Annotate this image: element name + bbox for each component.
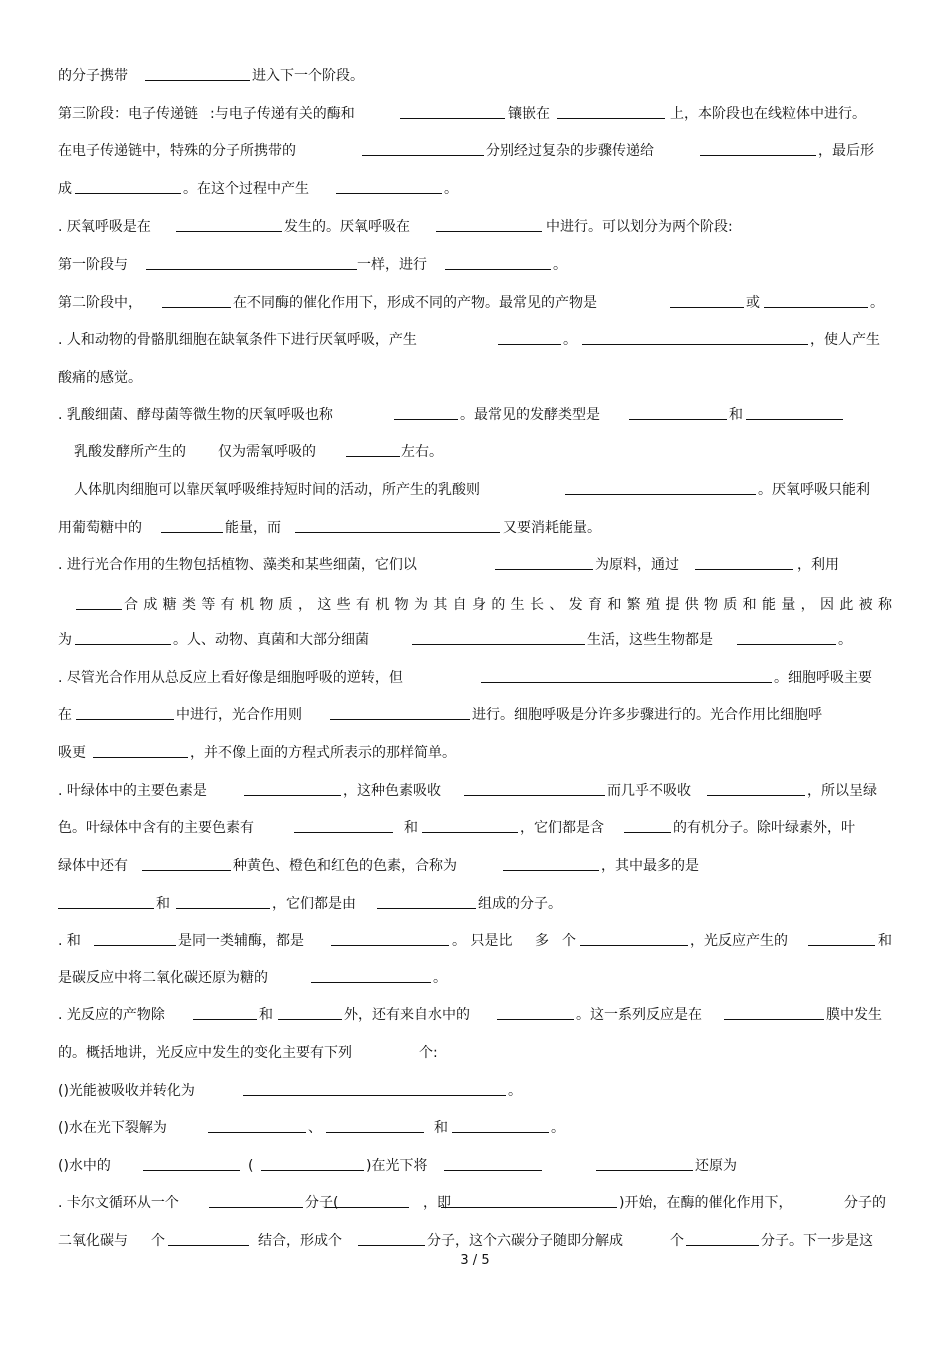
text-segment: :与电子传递有关的酶和 xyxy=(210,106,355,122)
text-segment: ，利用 xyxy=(797,557,839,573)
text-segment: 多 xyxy=(535,933,549,949)
fill-in-blank[interactable] xyxy=(444,1156,542,1171)
fill-in-blank[interactable] xyxy=(495,555,593,570)
text-segment: 。人、动物、真菌和大部分细菌 xyxy=(173,632,369,648)
text-segment: 种黄色、橙色和红色的色素，合称为 xyxy=(233,858,457,874)
text-line xyxy=(0,818,950,838)
fill-in-blank[interactable] xyxy=(737,630,836,645)
fill-in-blank[interactable] xyxy=(565,480,756,495)
fill-in-blank[interactable] xyxy=(400,104,505,119)
text-segment: 发生的。厌氧呼吸在 xyxy=(284,219,410,235)
text-segment: 第一阶段与 xyxy=(58,257,128,273)
text-line xyxy=(0,1156,950,1176)
text-segment: 能量，而 xyxy=(225,520,281,536)
fill-in-blank[interactable] xyxy=(686,1231,759,1246)
fill-in-blank[interactable] xyxy=(497,1005,574,1020)
fill-in-blank[interactable] xyxy=(193,1005,257,1020)
text-segment: 。这一系列反应是在 xyxy=(576,1007,702,1023)
fill-in-blank[interactable] xyxy=(624,818,671,833)
fill-in-blank[interactable] xyxy=(76,705,174,720)
text-line xyxy=(0,255,950,275)
text-segment: 。 xyxy=(553,257,567,273)
text-segment: 。 只是比 xyxy=(452,933,513,949)
fill-in-blank[interactable] xyxy=(808,931,875,946)
text-segment: . 人和动物的骨骼肌细胞在缺氧条件下进行厌氧呼吸，产生 xyxy=(58,332,417,348)
text-segment: ()水在光下裂解为 xyxy=(58,1120,167,1136)
text-segment: 。厌氧呼吸只能利 xyxy=(758,482,870,498)
text-segment: 个 xyxy=(151,1233,165,1249)
text-segment: 上，本阶段也在线粒体中进行。 xyxy=(670,106,866,122)
text-segment: . 光反应的产物除 xyxy=(58,1007,165,1023)
text-segment: 的。概括地讲，光反应中发生的变化主要有下列 xyxy=(58,1045,352,1061)
fill-in-blank[interactable] xyxy=(503,856,599,871)
text-segment: 和 xyxy=(434,1120,448,1136)
fill-in-blank[interactable] xyxy=(294,818,393,833)
text-line xyxy=(0,595,950,615)
fill-in-blank[interactable] xyxy=(445,255,551,270)
text-segment: 。 xyxy=(508,1083,522,1099)
text-segment: ，最后形 xyxy=(818,143,874,159)
fill-in-blank[interactable] xyxy=(582,330,808,345)
fill-in-blank[interactable] xyxy=(75,179,181,194)
text-segment: 和 xyxy=(259,1007,273,1023)
text-segment: ，光反应产生的 xyxy=(690,933,788,949)
text-segment: 中进行。可以划分为两个阶段: xyxy=(546,219,733,235)
fill-in-blank[interactable] xyxy=(326,1118,424,1133)
fill-in-blank[interactable] xyxy=(261,1156,364,1171)
fill-in-blank[interactable] xyxy=(162,293,231,308)
text-segment: 一样，进行 xyxy=(357,257,427,273)
text-line xyxy=(0,1118,950,1138)
text-line xyxy=(0,480,950,500)
text-segment: . 乳酸细菌、酵母菌等微生物的厌氧呼吸也称 xyxy=(58,407,333,423)
text-segment: ，其中最多的是 xyxy=(601,858,699,874)
fill-in-blank[interactable] xyxy=(700,141,816,156)
text-segment: 。在这个过程中产生 xyxy=(183,181,309,197)
fill-in-blank[interactable] xyxy=(436,217,542,232)
fill-in-blank[interactable] xyxy=(176,894,270,909)
text-line xyxy=(0,1081,950,1101)
fill-in-blank[interactable] xyxy=(557,104,665,119)
text-segment: 个 xyxy=(670,1233,684,1249)
text-segment: ()光能被吸收并转化为 xyxy=(58,1083,195,1099)
text-segment: 。 xyxy=(563,332,577,348)
text-segment: 分子的 xyxy=(844,1195,886,1211)
text-segment: ，它们都是由 xyxy=(272,896,356,912)
text-segment: ( xyxy=(248,1158,254,1174)
fill-in-blank[interactable] xyxy=(580,931,688,946)
text-segment: 和 xyxy=(404,820,418,836)
fill-in-blank[interactable] xyxy=(143,1156,240,1171)
text-line xyxy=(0,104,950,124)
text-segment: 为原料，通过 xyxy=(595,557,679,573)
text-segment: 镶嵌在 xyxy=(508,106,550,122)
text-segment: 膜中发生 xyxy=(826,1007,882,1023)
text-segment: 分子，这个六碳分子随即分解成 xyxy=(427,1233,623,1249)
text-segment: 分子。下一步是这 xyxy=(761,1233,873,1249)
text-segment: ，它们都是含 xyxy=(520,820,604,836)
fill-in-blank[interactable] xyxy=(441,1193,617,1208)
text-line xyxy=(0,931,950,951)
text-segment: 结合，形成个 xyxy=(258,1233,342,1249)
text-line xyxy=(0,330,950,350)
fill-in-blank[interactable] xyxy=(146,255,357,270)
text-segment: ，所以呈绿 xyxy=(807,783,877,799)
text-segment: 生活，这些生物都是 xyxy=(587,632,713,648)
page-number: 3 / 5 xyxy=(460,1253,490,1268)
fill-in-blank[interactable] xyxy=(377,894,476,909)
text-line xyxy=(0,518,950,538)
text-segment: 。 xyxy=(838,632,852,648)
text-segment: 和 xyxy=(729,407,743,423)
fill-in-blank[interactable] xyxy=(481,668,772,683)
text-segment: 左右。 xyxy=(401,444,443,460)
text-segment: 为 xyxy=(58,632,72,648)
text-line xyxy=(0,1043,950,1063)
text-segment: 色。叶绿体中含有的主要色素有 xyxy=(58,820,254,836)
text-line xyxy=(0,968,950,988)
fill-in-blank[interactable] xyxy=(422,818,518,833)
text-segment: ，这种色素吸收 xyxy=(343,783,441,799)
text-segment: 。 xyxy=(551,1120,565,1136)
text-segment: 又要消耗能量。 xyxy=(503,520,601,536)
fill-in-blank[interactable] xyxy=(311,968,431,983)
fill-in-blank[interactable] xyxy=(295,518,500,533)
fill-in-blank[interactable] xyxy=(208,1118,306,1133)
fill-in-blank[interactable] xyxy=(243,1081,506,1096)
text-segment: 二氧化碳与 xyxy=(58,1233,128,1249)
text-segment: 合成糖类等有机物质，这些有机物为其自身的生长、发育和繁殖提供物质和能量，因此被称 xyxy=(124,597,892,613)
fill-in-blank[interactable] xyxy=(746,405,843,420)
text-line xyxy=(0,141,950,161)
text-line xyxy=(0,442,950,462)
text-segment: 分别经过复杂的步骤传递给 xyxy=(486,143,654,159)
text-segment: 。 xyxy=(870,295,884,311)
text-segment: 第二阶段中， xyxy=(58,295,142,311)
text-segment: 。 xyxy=(433,970,447,986)
text-segment: . 尽管光合作用从总反应上看好像是细胞呼吸的逆转，但 xyxy=(58,670,403,686)
fill-in-blank[interactable] xyxy=(362,141,484,156)
fill-in-blank[interactable] xyxy=(695,555,793,570)
fill-in-blank[interactable] xyxy=(452,1118,549,1133)
text-line xyxy=(0,217,950,237)
text-segment: 人体肌肉细胞可以靠厌氧呼吸维持短时间的活动，所产生的乳酸则 xyxy=(74,482,480,498)
fill-in-blank[interactable] xyxy=(336,179,442,194)
text-segment: . 和 xyxy=(58,933,81,949)
fill-in-blank[interactable] xyxy=(394,405,458,420)
text-segment: 。 xyxy=(444,181,458,197)
text-segment: 是同一类辅酶，都是 xyxy=(178,933,304,949)
text-segment: . 厌氧呼吸是在 xyxy=(58,219,151,235)
text-segment: 还原为 xyxy=(695,1158,737,1174)
text-segment: ，并不像上面的方程式所表示的那样简单。 xyxy=(190,745,456,761)
text-line xyxy=(0,781,950,801)
text-segment: 组成的分子。 xyxy=(478,896,562,912)
text-segment: 的有机分子。除叶绿素外，叶 xyxy=(673,820,855,836)
fill-in-blank[interactable] xyxy=(670,293,744,308)
text-segment: . 进行光合作用的生物包括植物、藻类和某些细菌，它们以 xyxy=(58,557,417,573)
text-segment: 进行。细胞呼吸是分许多步骤进行的。光合作用比细胞呼 xyxy=(472,707,822,723)
text-segment: 分子( xyxy=(305,1195,339,1211)
fill-in-blank[interactable] xyxy=(75,630,171,645)
text-segment: 仅为需氧呼吸的 xyxy=(218,444,316,460)
fill-in-blank[interactable] xyxy=(498,330,561,345)
fill-in-blank[interactable] xyxy=(412,630,585,645)
text-segment: 酸痛的感觉。 xyxy=(58,370,142,386)
text-segment: 外，还有来自水中的 xyxy=(344,1007,470,1023)
text-line xyxy=(0,66,950,86)
text-line xyxy=(0,668,950,688)
text-segment: 而几乎不吸收 xyxy=(607,783,691,799)
text-segment: 吸更 xyxy=(58,745,86,761)
text-segment: 第三阶段：电子传递链 xyxy=(58,106,198,122)
text-segment: . 卡尔文循环从一个 xyxy=(58,1195,179,1211)
text-segment: 是碳反应中将二氧化碳还原为糖的 xyxy=(58,970,268,986)
text-segment: ，即 xyxy=(423,1195,451,1211)
text-line xyxy=(0,630,950,650)
text-segment: 和 xyxy=(156,896,170,912)
text-segment: 、 xyxy=(308,1120,322,1136)
text-line xyxy=(0,405,950,425)
text-segment: 中进行，光合作用则 xyxy=(176,707,302,723)
fill-in-blank[interactable] xyxy=(330,705,470,720)
text-line xyxy=(0,743,950,763)
text-line xyxy=(0,705,950,725)
fill-in-blank[interactable] xyxy=(358,1231,425,1246)
fill-in-blank[interactable] xyxy=(176,217,282,232)
fill-in-blank[interactable] xyxy=(724,1005,824,1020)
fill-in-blank[interactable] xyxy=(209,1193,303,1208)
fill-in-blank[interactable] xyxy=(464,781,605,796)
text-segment: 。最常见的发酵类型是 xyxy=(460,407,600,423)
text-segment: 在 xyxy=(58,707,72,723)
text-segment: 成 xyxy=(58,181,72,197)
text-segment: 绿体中还有 xyxy=(58,858,128,874)
text-segment: 乳酸发酵所产生的 xyxy=(74,444,186,460)
fill-in-blank[interactable] xyxy=(764,293,868,308)
text-segment: 在电子传递链中，特殊的分子所携带的 xyxy=(58,143,296,159)
fill-in-blank[interactable] xyxy=(278,1005,342,1020)
text-line xyxy=(0,894,950,914)
text-segment: )开始，在酶的催化作用下， xyxy=(619,1195,793,1211)
fill-in-blank[interactable] xyxy=(596,1156,693,1171)
text-line xyxy=(0,1005,950,1025)
text-segment: 和 xyxy=(878,933,892,949)
text-line xyxy=(0,1231,950,1251)
text-line xyxy=(0,555,950,575)
fill-in-blank[interactable] xyxy=(168,1231,249,1246)
text-line xyxy=(0,293,950,313)
fill-in-blank[interactable] xyxy=(161,518,223,533)
text-line xyxy=(0,1193,950,1213)
text-segment: 个 xyxy=(562,933,576,949)
fill-in-blank[interactable] xyxy=(93,743,188,758)
text-line xyxy=(0,856,950,876)
text-segment: . 叶绿体中的主要色素是 xyxy=(58,783,207,799)
text-segment: 进入下一个阶段。 xyxy=(252,68,364,84)
text-segment: 。细胞呼吸主要 xyxy=(774,670,872,686)
text-segment: )在光下将 xyxy=(366,1158,428,1174)
fill-in-blank[interactable] xyxy=(629,405,727,420)
fill-in-blank[interactable] xyxy=(76,595,122,610)
fill-in-blank[interactable] xyxy=(331,931,449,946)
fill-in-blank[interactable] xyxy=(94,931,176,946)
text-segment: 用葡萄糖中的 xyxy=(58,520,142,536)
text-segment: ，使人产生 xyxy=(810,332,880,348)
text-segment: 个: xyxy=(419,1045,438,1061)
fill-in-blank[interactable] xyxy=(346,442,400,457)
fill-in-blank[interactable] xyxy=(707,781,805,796)
fill-in-blank[interactable] xyxy=(244,781,341,796)
text-line xyxy=(0,179,950,199)
text-segment: 或 xyxy=(746,295,760,311)
fill-in-blank[interactable] xyxy=(58,894,154,909)
text-line xyxy=(0,368,950,388)
text-segment: 的分子携带 xyxy=(58,68,128,84)
fill-in-blank[interactable] xyxy=(142,856,231,871)
text-segment: ()水中的 xyxy=(58,1158,111,1174)
fill-in-blank[interactable] xyxy=(145,66,250,81)
text-segment: 在不同酶的催化作用下，形成不同的产物。最常见的产物是 xyxy=(233,295,597,311)
